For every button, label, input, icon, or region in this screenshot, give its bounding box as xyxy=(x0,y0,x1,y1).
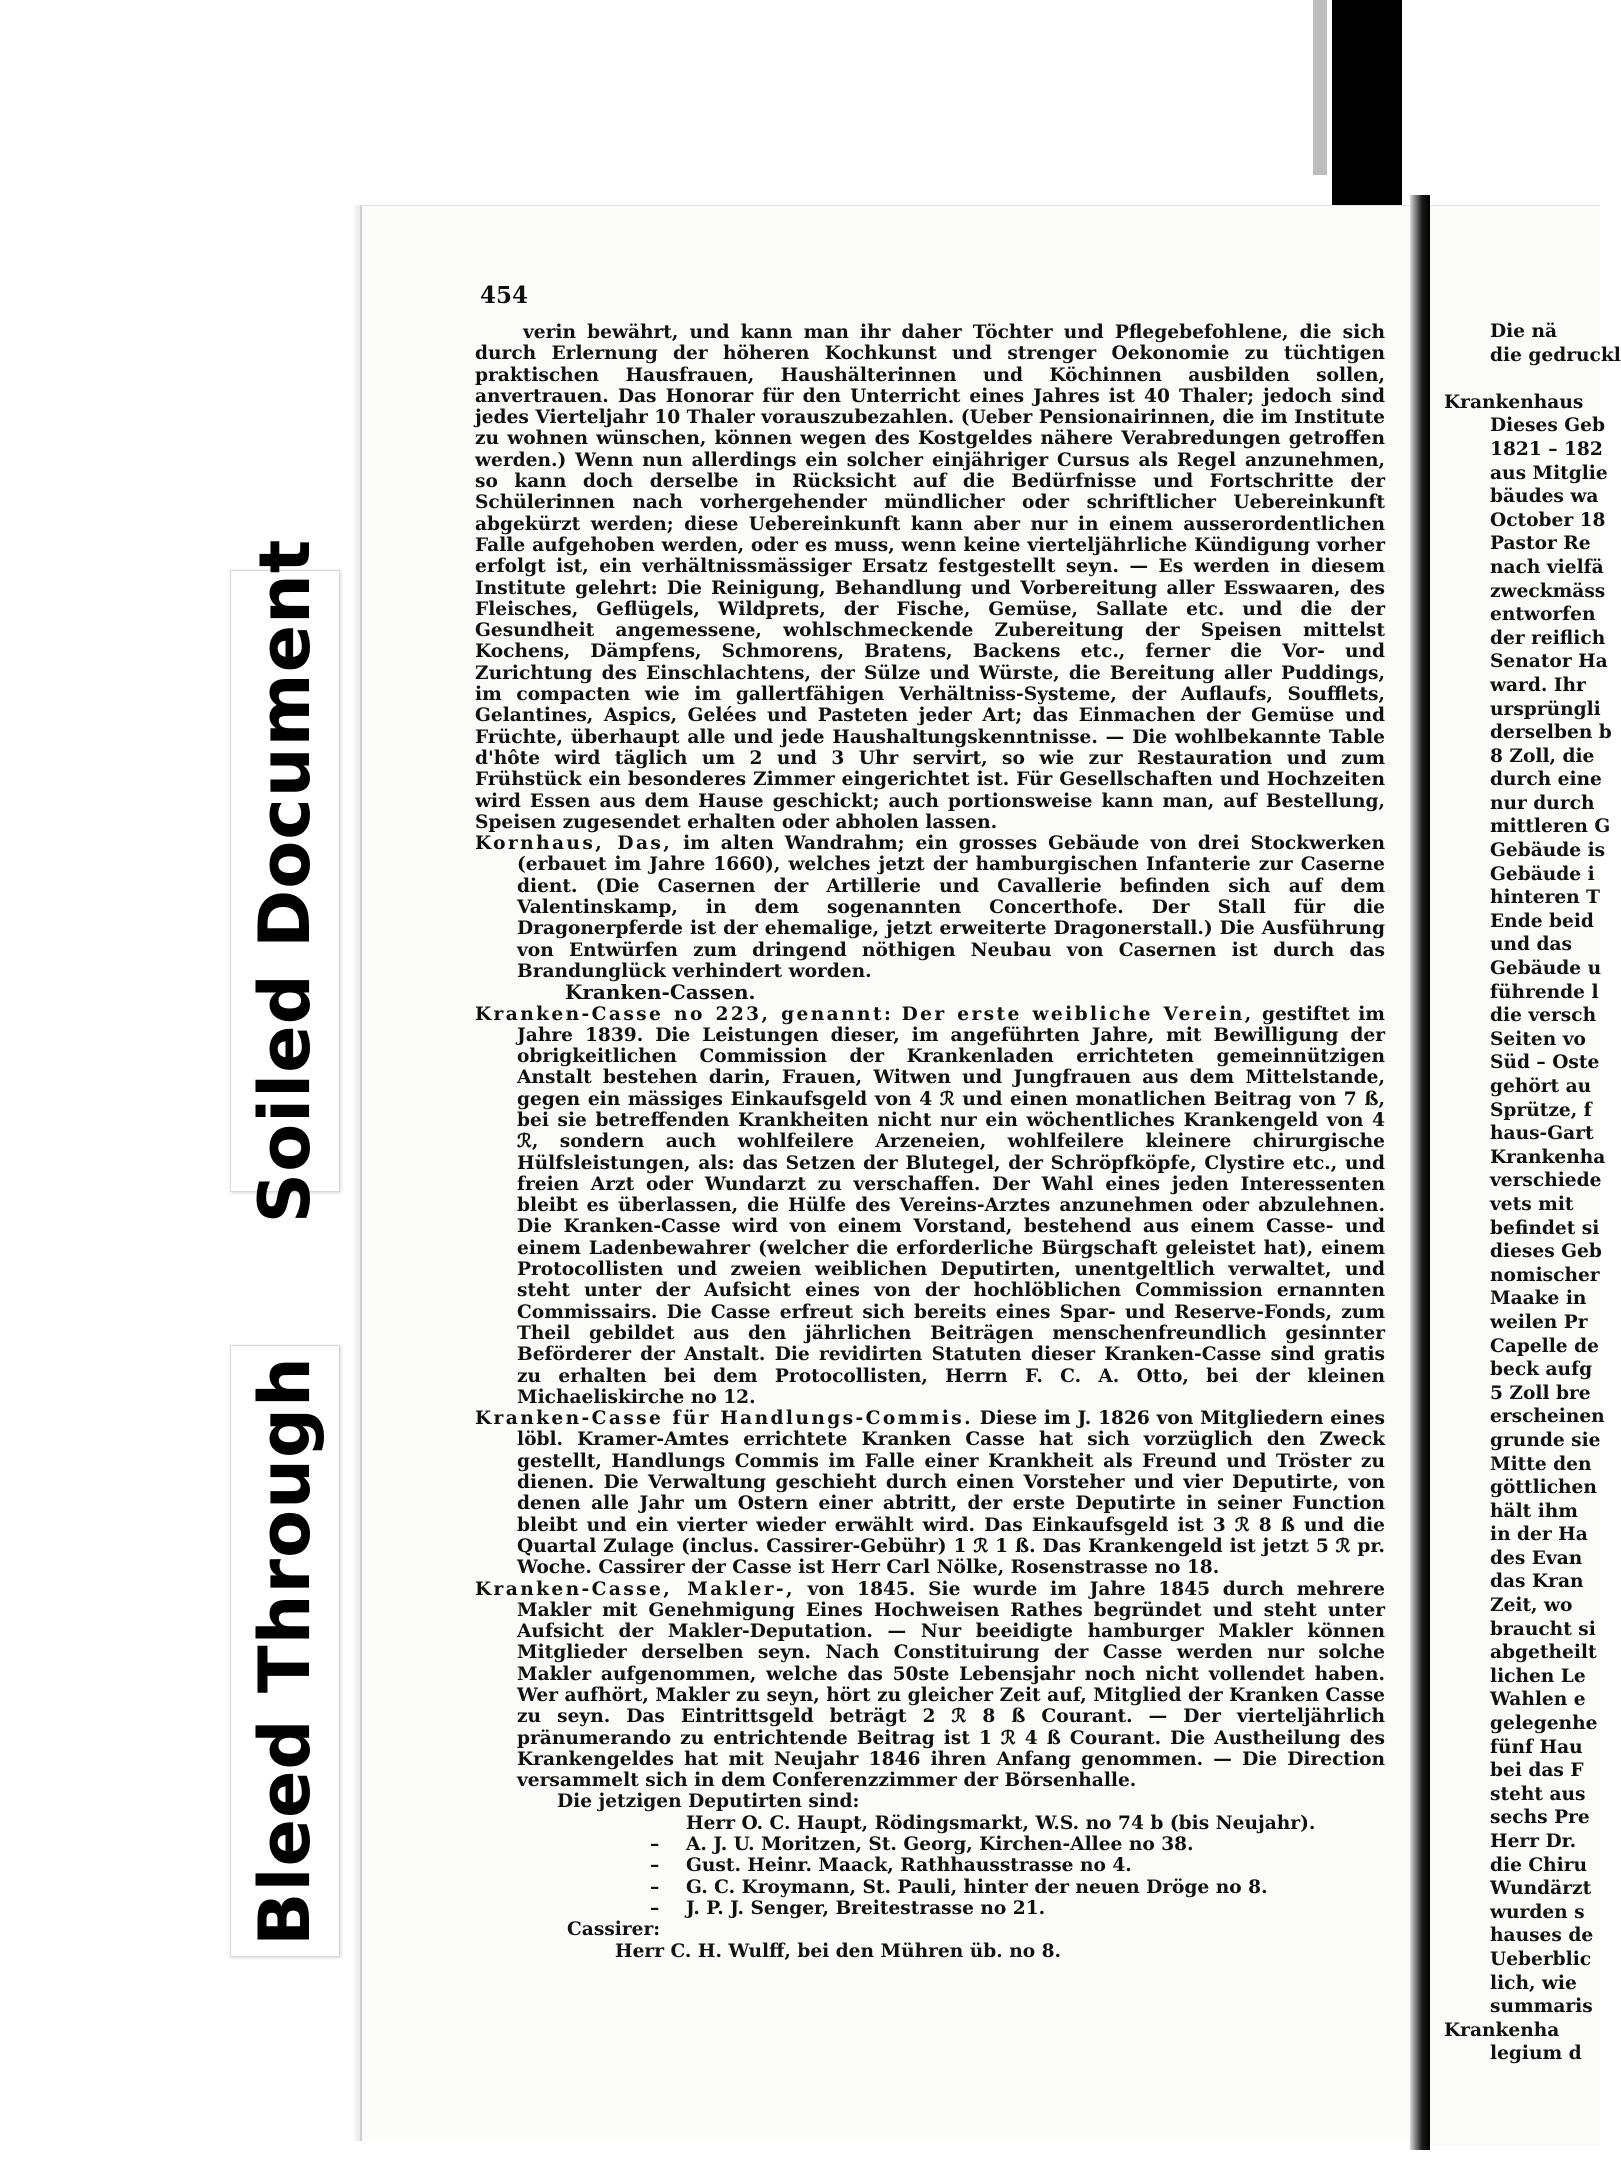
entry-text: Diese im J. 1826 von Mitgliedern eines löbl. Kramer-Amtes errichtete Kranken Casse hat sich vorzüglich den Zweck gestellt, Handlungs Commis im Falle einer Krankheit als Freund und Tröster zu dienen. Die Verwaltung geschieht durch einen Vorsteher und vier Deputirte, von denen alle Jahr um Ostern einer abtritt, der erste Deputirte in seiner Function bleibt und ein vierter wieder erwählt wird. Das Einkaufsgeld ist 3 ℛ 8 ß und die Quartal Zulage (inclus. Cassirer-Gebühr) 1 ℛ 1 ß. Das Krankengeld ist jetzt 5 ℛ pr. Woche. Cassirer der Casse ist Herr Carl Nölke, Rosenstrasse no 18. xyxy=(517,1408,1385,1579)
right-page-line: 5 Zoll bre xyxy=(1490,1382,1591,1404)
right-page-line: summaris xyxy=(1490,1996,1593,2018)
right-page-line: durch eine xyxy=(1490,769,1602,791)
right-page-line: ward. Ihr xyxy=(1490,674,1586,696)
right-page-line: Mitte den xyxy=(1490,1453,1592,1475)
entry-term: Kranken-Casse für Handlungs-Commis. xyxy=(475,1408,973,1430)
scanner-strip-black xyxy=(1332,0,1402,205)
right-page-line: steht aus xyxy=(1490,1783,1586,1805)
right-page-line: Wundärzt xyxy=(1490,1878,1592,1900)
deputy-text: A. J. U. Moritzen, St. Georg, Kirchen-Allee no 38. xyxy=(686,1834,1194,1856)
right-page-line: nach vielfä xyxy=(1490,556,1604,578)
right-page-line: derselben b xyxy=(1490,722,1612,744)
right-page-line: der reiflich xyxy=(1490,627,1606,649)
right-page-line xyxy=(1490,367,1612,391)
right-page-line: wurden s xyxy=(1490,1901,1585,1923)
deputy-dash: – xyxy=(650,1876,660,1898)
right-page-line: fünf Hau xyxy=(1490,1736,1583,1758)
right-page-line: die Chiru xyxy=(1490,1854,1588,1876)
right-page-line: Herr Dr. xyxy=(1490,1831,1577,1852)
right-page-line: erscheinen xyxy=(1490,1406,1605,1428)
section-heading: Kranken-Cassen. xyxy=(565,980,756,1005)
deputy-line xyxy=(475,1877,1385,1898)
entry-makler-casse xyxy=(475,1579,1385,1792)
book-gutter xyxy=(1410,195,1430,2150)
right-page-line: Wahlen e xyxy=(1490,1689,1586,1711)
deputy-dash: – xyxy=(650,1897,660,1919)
scanner-strip-gray xyxy=(1313,0,1327,175)
entry-kranken-casse-223 xyxy=(475,1004,1385,1409)
right-page-line: Ueberblic xyxy=(1490,1948,1592,1970)
deputy-text: G. C. Kroymann, St. Pauli, hinter der neuen Dröge no 8. xyxy=(686,1876,1268,1898)
left-page-text xyxy=(475,322,1385,1962)
right-page-line: dieses Geb xyxy=(1490,1241,1602,1263)
right-page-line: braucht si xyxy=(1490,1618,1596,1640)
right-page-line: befindet si xyxy=(1490,1217,1600,1239)
right-page-line: Pastor Re xyxy=(1490,533,1591,555)
right-page-line: Krankenha xyxy=(1444,2019,1560,2041)
right-page-line: legium d xyxy=(1490,2043,1582,2065)
right-page-line: Krankenha xyxy=(1490,1146,1606,1168)
right-page-line: führende l xyxy=(1490,981,1599,1003)
right-page-line: nomischer xyxy=(1490,1264,1600,1286)
right-page-line: grunde sie xyxy=(1490,1429,1601,1451)
entry-kornhaus xyxy=(475,833,1385,982)
right-page-line: mittleren G xyxy=(1490,816,1611,838)
bleed-through-label-text: Bleed Through xyxy=(244,1356,326,1946)
right-page-line: Gebäude i xyxy=(1490,863,1595,885)
right-page-line: Die nä xyxy=(1490,321,1558,342)
right-page-line: Capelle de xyxy=(1490,1335,1599,1357)
entry-text: gestiftet im Jahre 1839. Die Leistungen dieser, im angeführten Jahre, mit Bewilligung der obrigkeitlichen Commission der Krankenladen errichteten gemeinnützigen Anstalt bestehen darin, Frauen, Witwen und Jungfrauen aus dem Mittelstande, gegen ein mässiges Einkaufsgeld von 4 ℛ und einen monatlichen Beitrag von 7 ß, bei sie betreffenden Krankheiten nicht nur ein wöchentliches Krankengeld von 4 ℛ, sondern auch wohlfeilere Arzeneien, wohlfeilere kleinere chirurgische Hülfsleistungen, als: das Setzen der Blutegel, der Schröpfköpfe, Clystire etc., und freien Arzt oder Wundarzt zu verschaffen. Der Wahl eines jeden Interessenten bleibt es überlassen, die Hülfe des Vereins-Arztes anzunehmen oder abzulehnen. Die Kranken-Casse wird von einem Vorstand, bestehend aus einem Casse- und einem Ladenbewahrer (welcher die erforderliche Bürgschaft geleistet hat), einem Protocollisten und zweien weiblichen Deputirten, unentgeltlich verwaltet, und steht unter der Aufsicht eines von der hochlöblichen Commission ernannten Commissairs. Die Casse erfreut sich bereits eines Spar- und Reserve-Fonds, zum Theil gebildet aus den jährlichen Beiträgen menschenfreundlich gesinnter Beförderer der Anstalt. Die revidirten Statuten dieser Kranken-Casse sind gratis zu erhalten bei dem Protocollisten, Herrn F. C. A. Otto, bei der kleinen Michaeliskirche no 12. xyxy=(517,1003,1385,1408)
right-page-line: Gebäude is xyxy=(1490,840,1606,862)
soiled-document-label xyxy=(230,538,340,1224)
right-page-line: nur durch xyxy=(1490,792,1595,814)
right-page-line: ursprüngli xyxy=(1490,698,1601,720)
right-page-line: gelegenhe xyxy=(1490,1713,1598,1735)
right-page-line: das Kran xyxy=(1490,1571,1584,1593)
right-page-line: Seiten vo xyxy=(1490,1028,1586,1050)
right-page-line: sechs Pre xyxy=(1490,1807,1590,1829)
right-page-line: abgetheilt xyxy=(1490,1642,1597,1664)
entry-text: im alten Wandrahm; ein grosses Gebäude von drei Stockwerken (erbauet im Jahre 1660), welches jetzt der hamburgischen Infanterie zur Caserne dient. (Die Casernen der Artillerie und Cavallerie befinden sich auf dem Valentinskamp, in dem sogenannten Concerthofe. Der Stall für die Dragonerpferde ist der ehemalige, jetzt erweiterte Dragonerstall.) Die Ausführung von Entwürfen zum dringend nöthigen Neubau von Casernen ist durch das Brandunglück verhindert worden. xyxy=(517,833,1385,982)
right-page-line: Dieses Geb xyxy=(1490,415,1605,437)
right-page-text xyxy=(1444,320,1621,2066)
right-page-line: die gedruckl xyxy=(1490,344,1621,366)
right-page-line: in der Ha xyxy=(1490,1524,1588,1546)
deputies-list xyxy=(475,1813,1385,1919)
deputy-line xyxy=(475,1813,1385,1834)
deputy-line xyxy=(475,1834,1385,1855)
right-page-line: weilen Pr xyxy=(1490,1311,1588,1333)
deputy-dash: – xyxy=(650,1834,660,1856)
right-page-line: Krankenhaus xyxy=(1444,391,1584,413)
right-page-line: lichen Le xyxy=(1490,1665,1586,1687)
deputy-dash: – xyxy=(650,1855,660,1877)
right-page-line: Ende beid xyxy=(1490,910,1594,932)
right-page-line: lich, wie xyxy=(1490,1972,1577,1994)
entry-text: von 1845. Sie wurde im Jahre 1845 durch mehrere Makler mit Genehmigung Eines Hochweisen Rathes begründet und steht unter Aufsicht der Makler-Deputation. — Nur beeidigte hamburger Makler können Mitglieder derselben seyn. Nach Constituirung der Casse werden nur solche Makler aufgenommen, welche das 50ste Lebensjahr noch nicht vollendet haben. Wer aufhört, Makler zu seyn, hört zu gleicher Zeit auf, Mitglied der Kranken Casse zu seyn. Das Eintrittsgeld beträgt 2 ℛ 8 ß Courant. — Der vierteljährlich pränumerando zu entrichtende Beitrag ist 1 ℛ 4 ß Courant. Die Austheilung des Krankengeldes hat mit Neujahr 1846 ihren Anfang genommen. — Die Direction versammelt sich in dem Conferenzzimmer der Börsenhalle. xyxy=(517,1578,1385,1792)
page-number: 454 xyxy=(480,282,529,309)
intro-paragraph: verin bewährt, und kann man ihr daher Töchter und Pflegebefohlene, die sich durch Erlernung der höheren Kochkunst und strenger Oekonomie zu tüchtigen praktischen Hausfrauen, Haushälterinnen und Köchinnen ausbilden sollen, anvertrauen. Das Honorar für den Unterricht eines Jahres ist 40 Thaler; jedoch sind jedes Vierteljahr 10 Thaler vorauszubezahlen. (Ueber Pensionairinnen, die im Institute zu wohnen wünschen, können wegen des Kostgeldes nähere Verabredungen getroffen werden.) Wenn nun allerdings ein solcher einjähriger Cursus als Regel anzunehmen, so kann doch derselbe in Rücksicht auf die Bedürfnisse und Fortschritte der Schülerinnen nach vorhergehender mündlicher oder schriftlicher Uebereinkunft abgekürzt werden; diese Uebereinkunft kann aber nur in einem ausserordentlichen Falle aufgehoben werden, oder es muss, wenn keine vierteljährliche Kündigung vorher erfolgt ist, ein verhältnissmässiger Ersatz festgestellt seyn. — Es werden in diesem Institute gelehrt: Die Reinigung, Behandlung und Vorbereitung aller Esswaaren, des Fleisches, Geflügels, Wildprets, der Fische, Gemüse, Sallate etc. und die der Gesundheit angemessene, wohlschmeckende Zubereitung der Speisen mittelst Kochens, Dämpfens, Schmorens, Bratens, Backens etc., ferner die Vor- und Zurichtung des Einschlachtens, der Sülze und Würste, die Bereitung aller Puddings, im compacten wie im gallertfähigen Verhältniss-Systeme, der Auflaufs, Soufflets, Gelantines, Aspics, Gelées und Pasteten jeder Art; das Einmachen der Gemüse und Früchte, überhaupt alle und jede Haushaltungskenntnisse. — Die wohlbekannte Table d'hôte wird täglich um 2 und 3 Uhr servirt, so wie zur Restauration und zum Frühstück ein besonderes Zimmer eingerichtet ist. Für Gesellschaften und Hochzeiten wird Essen aus dem Hause geschickt; auch portionsweise kann man, auf Bestellung, Speisen zugesendet erhalten oder abholen lassen. xyxy=(475,322,1385,833)
right-page-line: Zeit, wo xyxy=(1490,1595,1573,1617)
right-page-line: Maake in xyxy=(1490,1288,1587,1310)
right-page-line: und das xyxy=(1490,934,1573,956)
entry-handlungs-commis xyxy=(475,1408,1385,1578)
cashier-line: Herr C. H. Wulff, bei den Mühren üb. no 8. xyxy=(615,1940,1062,1962)
right-page-line: Sprütze, f xyxy=(1490,1099,1592,1121)
entry-term: Kornhaus, Das, xyxy=(475,833,673,855)
right-page-line: Süd – Oste xyxy=(1490,1052,1600,1074)
right-page-line: Gebäude u xyxy=(1490,958,1602,980)
right-page-line: Senator Ha xyxy=(1490,651,1608,673)
right-page-line: haus-Gart xyxy=(1490,1123,1594,1145)
right-page-line: hält ihm xyxy=(1490,1500,1578,1522)
right-page-line: verschiede xyxy=(1490,1170,1602,1192)
deputy-text: Herr O. C. Haupt, Rödingsmarkt, W.S. no 74 b (bis Neujahr). xyxy=(686,1812,1316,1834)
right-page-line: göttlichen xyxy=(1490,1477,1597,1499)
deputy-text: J. P. J. Senger, Breitestrasse no 21. xyxy=(686,1897,1046,1919)
deputies-heading: Die jetzigen Deputirten sind: xyxy=(557,1791,860,1813)
entry-term: Kranken-Casse no 223, genannt: xyxy=(475,1003,894,1025)
right-page-line: hinteren T xyxy=(1490,887,1600,909)
right-page-line: des Evan xyxy=(1490,1547,1583,1569)
right-page-line: 1821 – 182 xyxy=(1490,438,1603,460)
right-page-line: 8 Zoll, die xyxy=(1490,745,1595,767)
deputy-line xyxy=(475,1898,1385,1919)
right-page-line: beck aufg xyxy=(1490,1359,1593,1381)
right-page-line: entworfen xyxy=(1490,604,1596,626)
right-page-line: October 18 xyxy=(1490,509,1606,531)
right-page-line: zweckmäss xyxy=(1490,580,1606,602)
deputy-text: Gust. Heinr. Maack, Rathhausstrasse no 4. xyxy=(686,1855,1132,1877)
right-page-line: gehört au xyxy=(1490,1076,1592,1097)
right-page-line: aus Mitglie xyxy=(1490,462,1608,484)
right-page-line: bei das F xyxy=(1490,1760,1584,1782)
right-page-line: bäudes wa xyxy=(1490,486,1599,508)
deputy-line xyxy=(475,1855,1385,1876)
right-page-line: die versch xyxy=(1490,1005,1597,1027)
right-page-line: vets mit xyxy=(1490,1193,1574,1215)
soiled-document-label-text: Soiled Document xyxy=(244,538,326,1224)
bleed-through-label xyxy=(230,1345,340,1957)
entry-name: Der erste weibliche Verein, xyxy=(901,1003,1254,1025)
entry-term: Kranken-Casse, Makler-, xyxy=(475,1578,795,1600)
right-page-line: hauses de xyxy=(1490,1925,1594,1947)
cashier-heading: Cassirer: xyxy=(567,1919,661,1941)
